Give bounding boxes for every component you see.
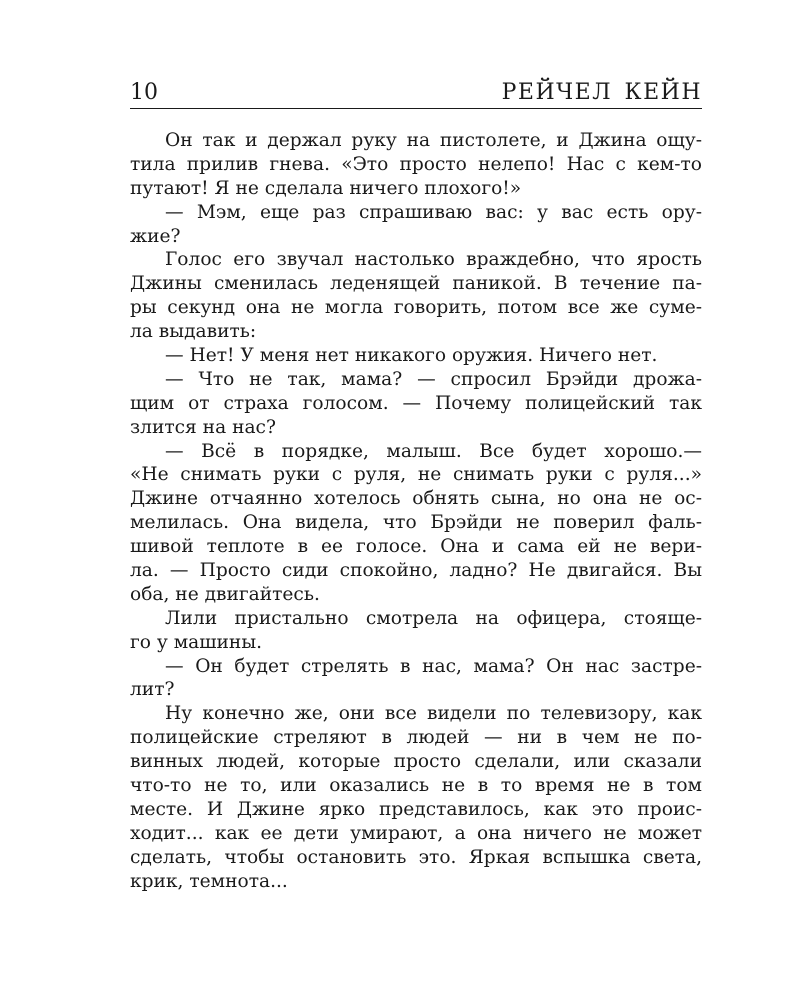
running-head bbox=[130, 80, 702, 109]
text-line: месте. И Джине ярко представилось, как это проис- bbox=[130, 798, 702, 820]
text-line: ла выдавить: bbox=[130, 321, 257, 343]
text-line: шивой теплоте в ее голосе. Она и сама ей не вери- bbox=[130, 536, 702, 558]
body-text bbox=[130, 129, 702, 894]
text-line: Джины сменилась леденящей паникой. В течение па- bbox=[130, 273, 702, 295]
text-line: Он так и держал руку на пистолете, и Джина ощу- bbox=[165, 130, 702, 151]
running-title: РЕЙЧЕЛ КЕЙН bbox=[501, 80, 702, 105]
text-line: — Он будет стрелять в нас, мама? Он нас застре- bbox=[165, 655, 702, 677]
text-line: Джине отчаянно хотелось обнять сына, но она не ос- bbox=[130, 488, 702, 510]
text-line: — Нет! У меня нет никакого оружия. Ничего нет. bbox=[165, 345, 658, 367]
page-number: 10 bbox=[130, 80, 158, 105]
text-line: тила прилив гнева. «Это просто нелепо! Нас с кем-то bbox=[130, 153, 702, 175]
text-line: ходит... как ее дети умирают, а она ничего не может bbox=[130, 822, 702, 844]
text-line: Голос его звучал настолько враждебно, что ярость bbox=[165, 249, 702, 271]
book-page bbox=[130, 80, 702, 894]
text-line: го у машины. bbox=[130, 631, 263, 653]
text-line: сделать, чтобы остановить это. Яркая вспышка света, bbox=[130, 846, 702, 868]
text-line: щим от страха голосом. — Почему полицейский так bbox=[130, 392, 702, 414]
text-line: мелилась. Она видела, что Брэйди не поверил фаль- bbox=[130, 512, 702, 534]
text-line: Лили пристально смотрела на офицера, стояще- bbox=[165, 607, 702, 629]
text-line: крик, темнота... bbox=[130, 870, 288, 892]
text-line: — Мэм, еще раз спрашиваю вас: у вас есть ору- bbox=[165, 201, 702, 223]
text-line: что-то не то, или оказались не в то время не в том bbox=[130, 775, 702, 797]
text-line: оба, не двигайтесь. bbox=[130, 583, 320, 605]
text-line: злится на нас? bbox=[130, 416, 276, 438]
text-line: жие? bbox=[130, 225, 181, 247]
text-line: «Не снимать руки с руля, не снимать руки с руля...» bbox=[130, 464, 702, 486]
text-line: Ну конечно же, они все видели по телевизору, как bbox=[165, 703, 702, 725]
text-line: полицейские стреляют в людей — ни в чем не по- bbox=[130, 727, 702, 749]
text-line: ла. — Просто сиди спокойно, ладно? Не двигайся. Вы bbox=[130, 560, 702, 582]
text-line: — Всё в порядке, малыш. Все будет хорошо.— bbox=[165, 440, 702, 462]
text-line: винных людей, которые просто сделали, или сказали bbox=[130, 751, 702, 773]
text-line: — Что не так, мама? — спросил Брэйди дрожа- bbox=[165, 368, 702, 390]
text-line: путают! Я не сделала ничего плохого!» bbox=[130, 177, 522, 199]
text-line: лит? bbox=[130, 679, 175, 701]
text-line: ры секунд она не могла говорить, потом все же суме- bbox=[130, 297, 702, 319]
